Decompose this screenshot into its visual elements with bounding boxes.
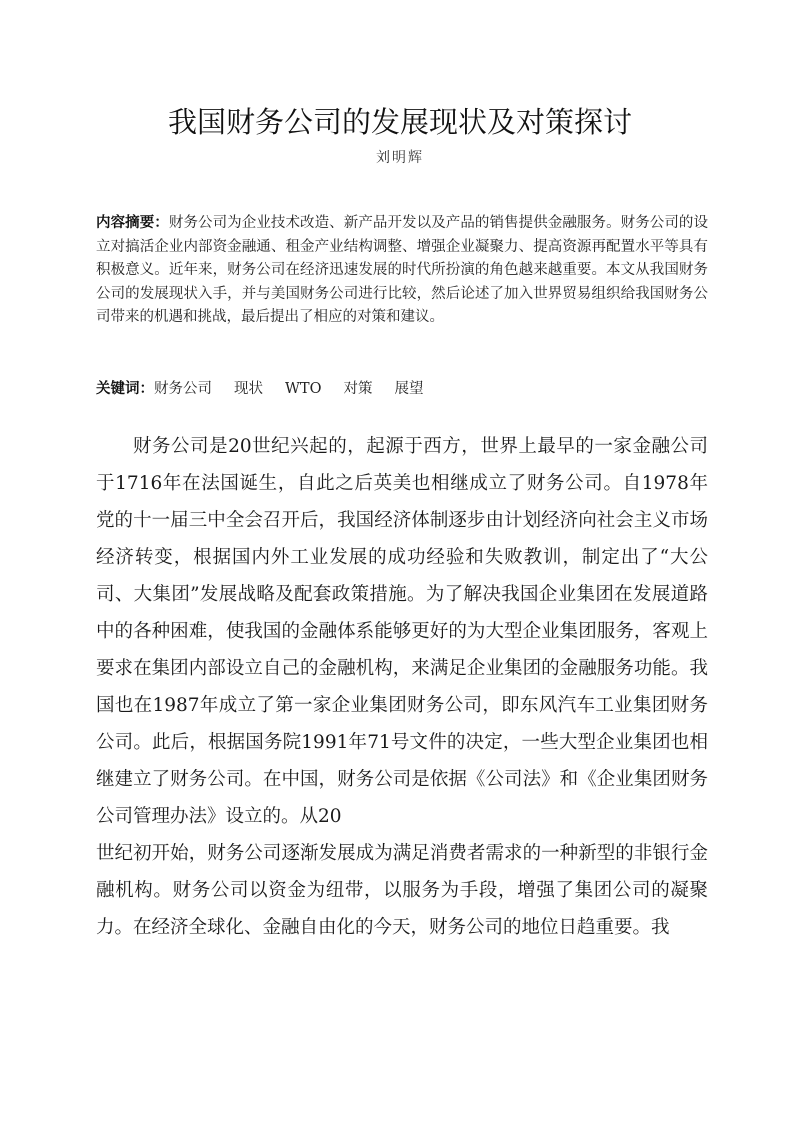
- keywords-section: [96, 378, 708, 402]
- body-paragraph: 世纪初开始，财务公司逐渐发展成为满足消费者需求的一种新型的非银行金融机构。财务公司以资金为纽带，以服务为手段，增强了集团公司的凝聚力。在经济全球化、金融自由化的今天，财务公司的地位日趋重要。我: [96, 843, 708, 938]
- body-text: [96, 428, 708, 946]
- keyword-item: 对策: [343, 381, 373, 397]
- keyword-item: 展望: [394, 381, 424, 397]
- keyword-item: WTO: [285, 381, 322, 397]
- abstract-section: [96, 212, 708, 330]
- abstract-text: 财务公司为企业技术改造、新产品开发以及产品的销售提供金融服务。财务公司的设立对搞活企业内部资金融通、租金产业结构调整、增强企业凝聚力、提高资源再配置水平等具有积极意义。近年来，财务公司在经济迅速发展的时代所扮演的角色越来越重要。本文从我国财务公司的发展现状入手，并与美国财务公司进行比较，然后论述了加入世界贸易组织给我国财务公司带来的机遇和挑战，最后提出了相应的对策和建议。: [96, 215, 709, 325]
- document-author: 刘明辉: [376, 150, 424, 166]
- body-paragraph: 财务公司是20世纪兴起的，起源于西方，世界上最早的一家金融公司于1716年在法国诞生，自此之后英美也相继成立了财务公司。自1978年党的十一届三中全会召开后，我国经济体制逐步由计划经济向社会主义市场经济转变，根据国内外工业发展的成功经验和失败教训，制定出了“大公司、大集团”发展战略及配套政策措施。为了解决我国企业集团在发展道路中的各种困难，使我国的金融体系能够更好的为大型企业集团服务，客观上要求在集团内部设立自己的金融机构，来满足企业集团的金融服务功能。我国也在1987年成立了第一家企业集团财务公司，即东风汽车工业集团财务公司。此后，根据国务院1991年71号文件的决定，一些大型企业集团也相继建立了财务公司。在中国，财务公司是依据《公司法》和《企业集团财务公司管理办法》设立的。从20: [96, 436, 708, 827]
- abstract-label: 内容摘要：: [96, 215, 169, 231]
- keywords-label: 关键词：: [96, 381, 154, 397]
- keyword-item: 现状: [234, 381, 263, 397]
- document-title: 我国财务公司的发展现状及对策探讨: [167, 105, 632, 139]
- keyword-item: 财务公司: [154, 381, 212, 397]
